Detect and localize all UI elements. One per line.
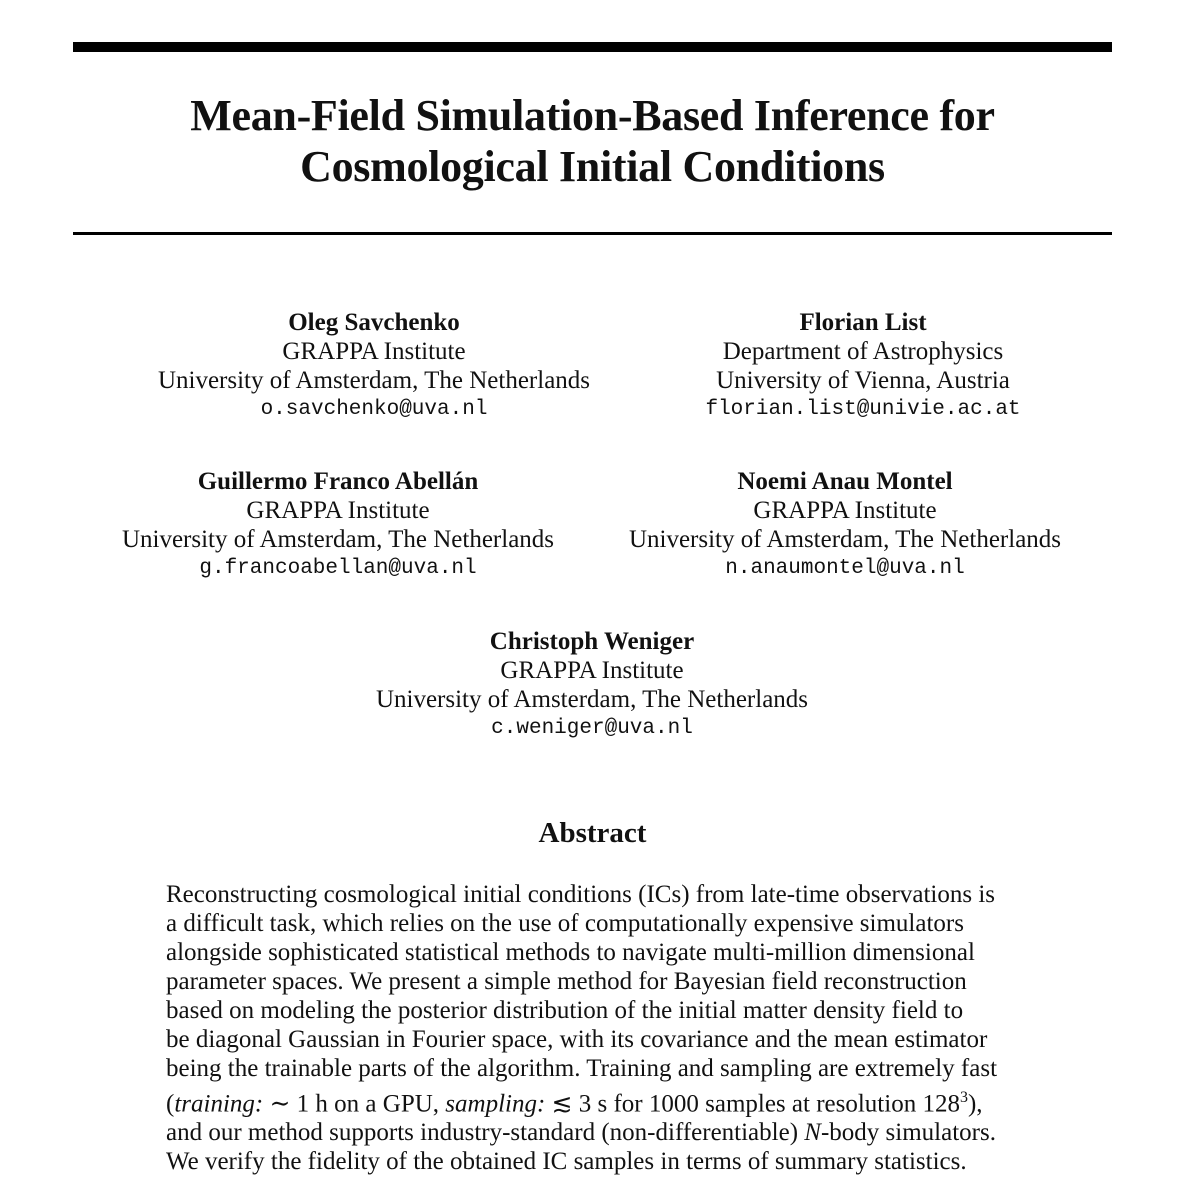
title-bottom-rule: [73, 232, 1112, 235]
abstract-line: be diagonal Gaussian in Fourier space, with its covariance and the mean estimator: [166, 1026, 988, 1053]
author-affiliation: GRAPPA Institute: [282, 338, 466, 365]
author-block-weniger: [342, 627, 842, 743]
author-affiliation: University of Amsterdam, The Netherlands: [628, 526, 1062, 553]
training-label: training:: [174, 1090, 264, 1118]
paren-open: (: [166, 1090, 175, 1118]
author-name: Guillermo Franco Abellán: [197, 468, 479, 495]
author-email: florian.list@univie.ac.at: [705, 398, 1021, 421]
author-block-anau-montel: [595, 467, 1095, 583]
paper-title: [73, 90, 1112, 192]
abstract-heading: Abstract: [538, 817, 647, 849]
abstract-line: We verify the fidelity of the obtained IC samples in terms of summary statistics.: [166, 1148, 967, 1176]
abstract-line-timing: [166, 1083, 1026, 1118]
abstract-line: alongside sophisticated statistical methods to navigate multi-million dimensional: [166, 939, 975, 966]
sampling-label: sampling:: [445, 1090, 546, 1118]
author-email: n.anaumontel@uva.nl: [725, 557, 965, 580]
abstract-line: based on modeling the posterior distribution of the initial matter density field to: [166, 997, 964, 1024]
sampling-value: ≲ 3 s for 1000 samples at resolution 128: [545, 1090, 960, 1118]
author-block-franco-abellan: [88, 467, 588, 583]
author-name: Oleg Savchenko: [288, 309, 460, 336]
author-affiliation: Department of Astrophysics: [722, 338, 1004, 365]
author-affiliation: GRAPPA Institute: [246, 497, 430, 524]
author-email: o.savchenko@uva.nl: [260, 398, 488, 421]
author-affiliation: GRAPPA Institute: [500, 657, 684, 684]
training-value: ∼ 1 h on a GPU,: [263, 1090, 446, 1118]
paren-close: ),: [967, 1090, 983, 1118]
top-rule: [73, 42, 1112, 52]
author-affiliation: University of Amsterdam, The Netherlands: [157, 367, 591, 394]
author-email: g.francoabellan@uva.nl: [199, 557, 477, 580]
title-line-2: Cosmological Initial Conditions: [300, 142, 885, 191]
abstract-line: parameter spaces. We present a simple method for Bayesian field reconstruction: [166, 968, 967, 995]
title-line-1: Mean-Field Simulation-Based Inference for: [190, 91, 995, 140]
author-email: c.weniger@uva.nl: [491, 717, 693, 740]
author-block-list: [613, 308, 1113, 424]
author-affiliation: University of Vienna, Austria: [716, 367, 1010, 394]
simulators-text-before: and our method supports industry-standard (non-differentiable): [166, 1119, 805, 1147]
abstract-line: a difficult task, which relies on the use of computationally expensive simulators: [166, 910, 964, 937]
author-affiliation: GRAPPA Institute: [753, 497, 937, 524]
simulators-text-after: -body simulators.: [820, 1119, 996, 1147]
abstract-line: Reconstructing cosmological initial conditions (ICs) from late-time observations is: [166, 881, 996, 908]
abstract-line: being the trainable parts of the algorithm. Training and sampling are extremely fast: [166, 1055, 998, 1082]
author-name: Christoph Weniger: [489, 628, 695, 655]
abstract-body: [166, 880, 1026, 1176]
n-symbol: N: [804, 1119, 821, 1147]
resolution-exponent: 3: [959, 1089, 968, 1106]
abstract-line-simulators: [166, 1118, 1026, 1147]
author-affiliation: University of Amsterdam, The Netherlands: [121, 526, 555, 553]
author-affiliation: University of Amsterdam, The Netherlands: [375, 686, 809, 713]
author-name: Noemi Anau Montel: [737, 468, 953, 495]
author-name: Florian List: [799, 309, 927, 336]
author-block-savchenko: [124, 308, 624, 424]
